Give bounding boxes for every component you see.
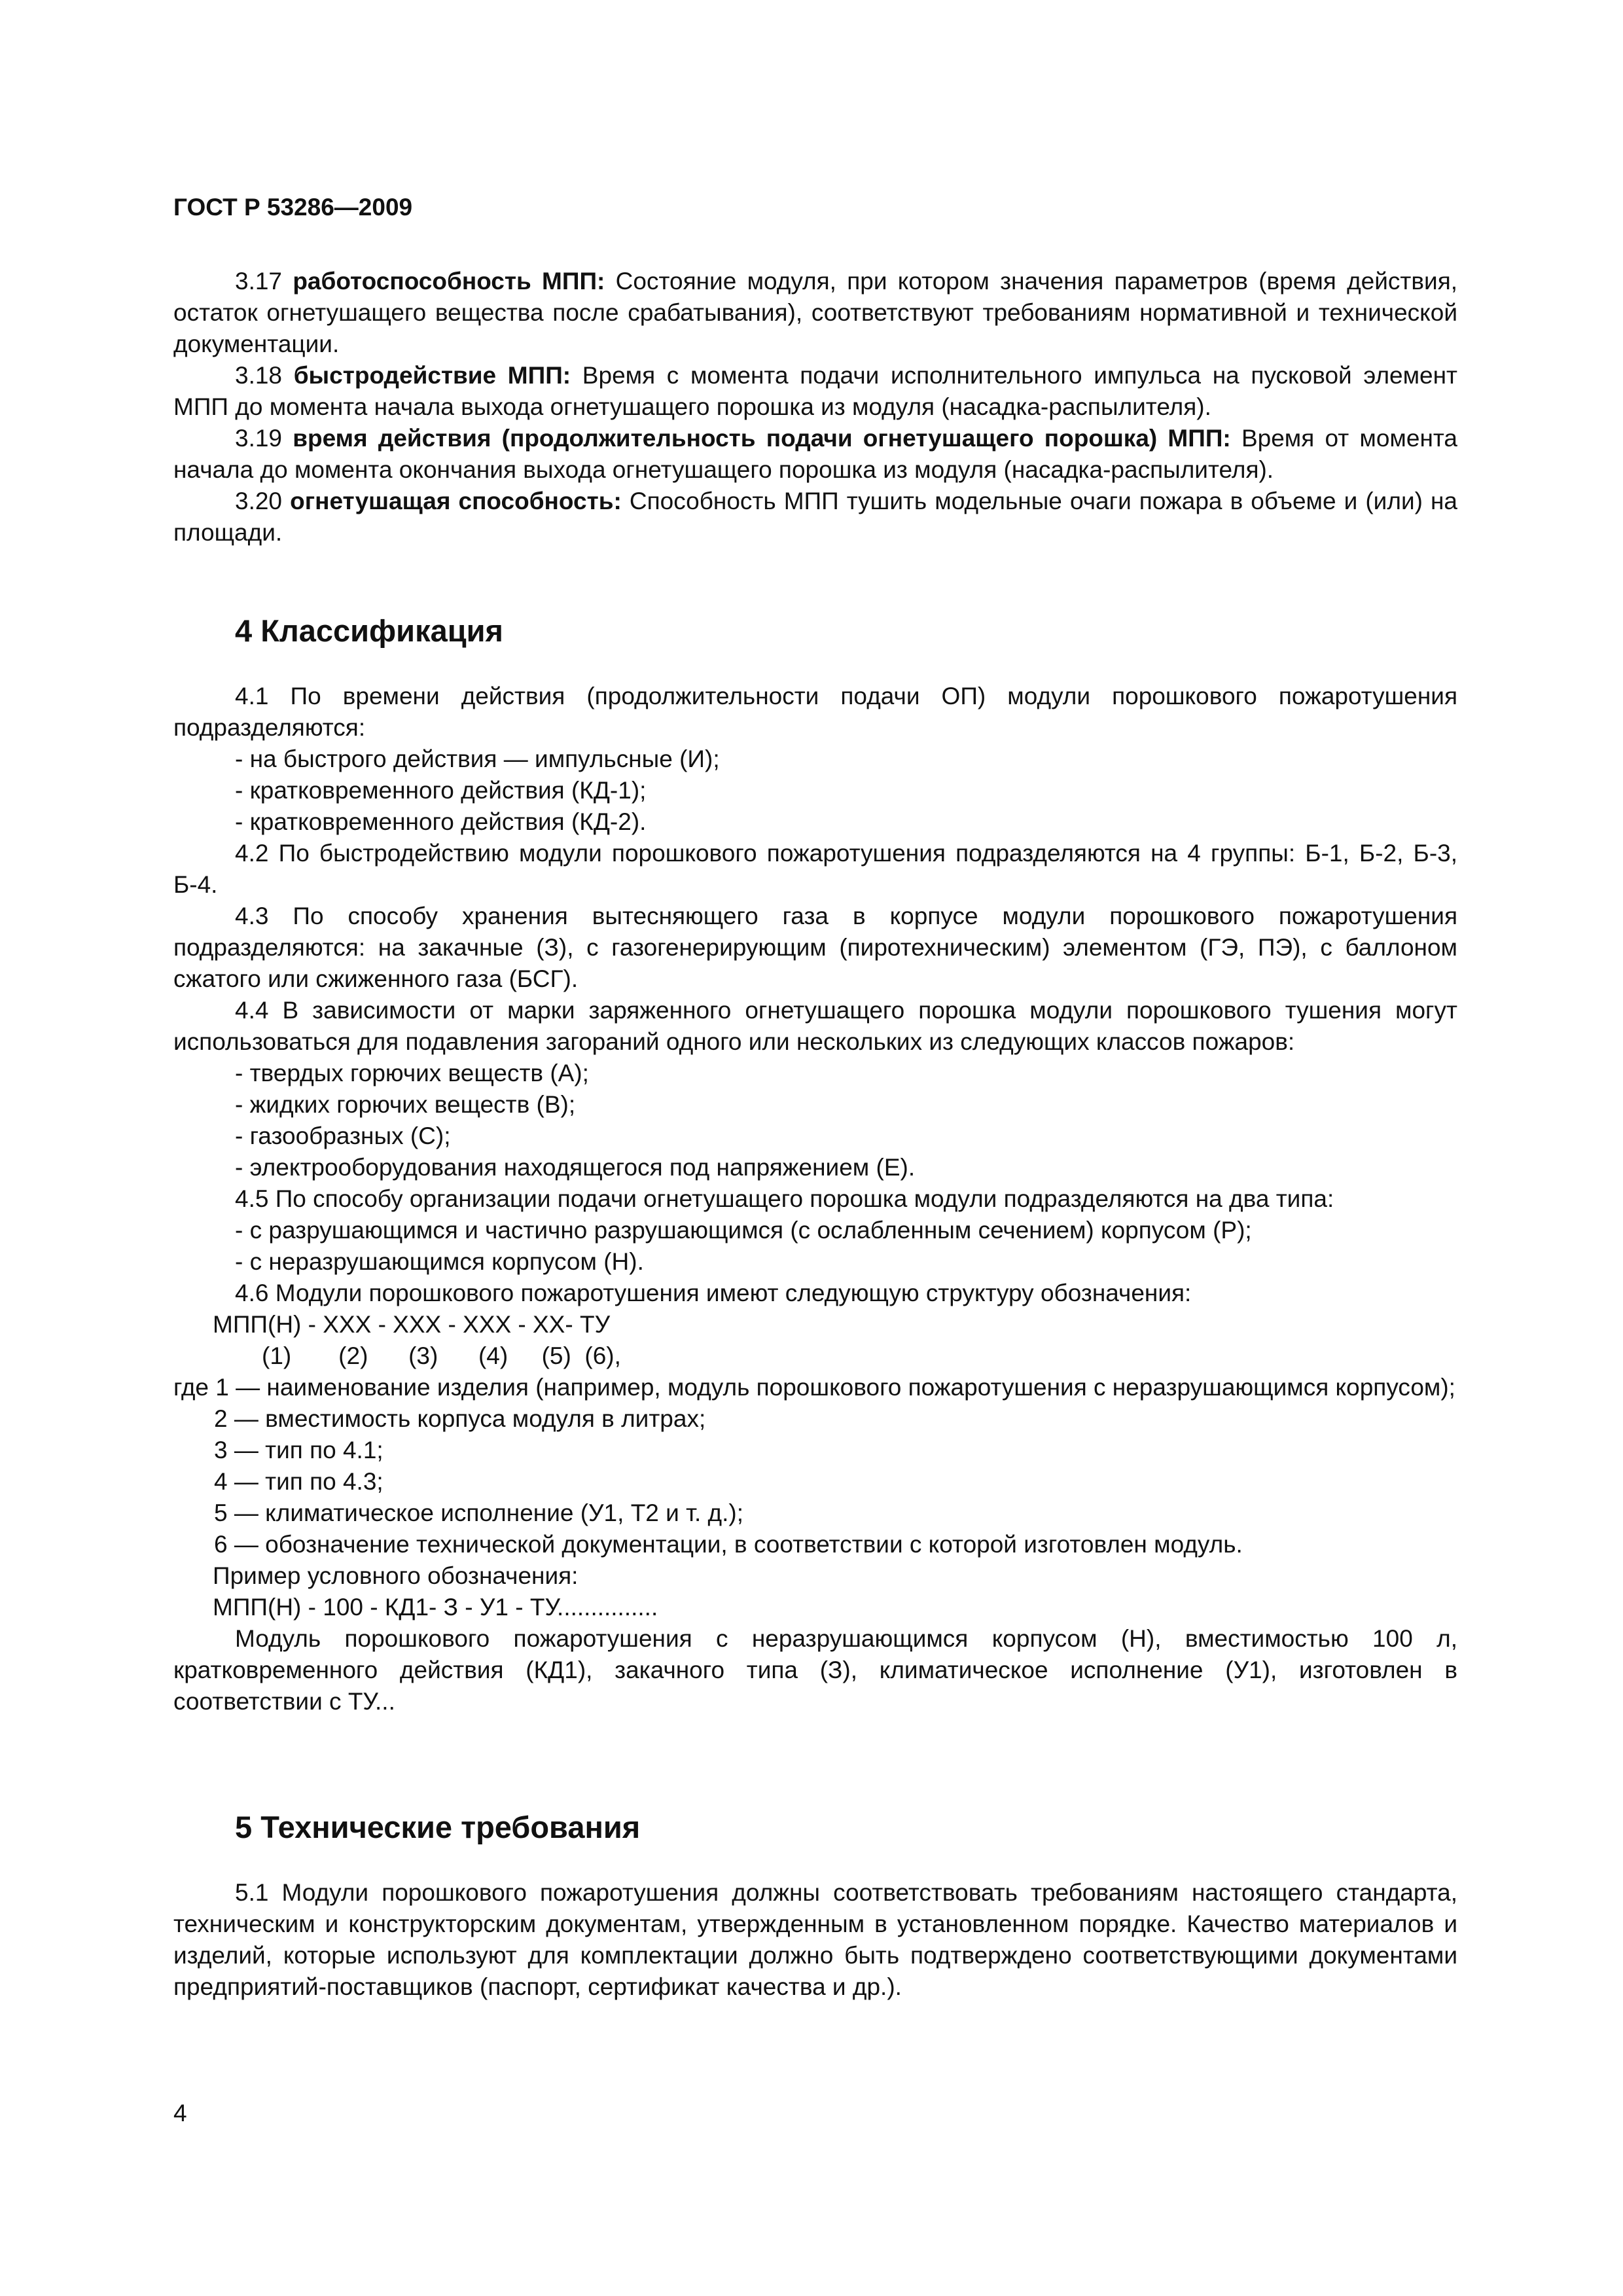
clause-4-1: 4.1 По времени действия (продолжительности подачи ОП) модули порошкового пожаротушения подразделяются: bbox=[173, 683, 1457, 741]
list-item: - с разрушающимся и частично разрушающимся (с ослабленным сечением) корпусом (Р); bbox=[235, 1217, 1252, 1244]
clause-4-5: 4.5 По способу организации подачи огнетушащего порошка модули подразделяются на два типа: bbox=[235, 1185, 1334, 1212]
definition-3-19: 3.19 время действия (продолжительность подачи огнетушащего порошка) МПП: Время от момента начала до момента окончания выхода огнетушащего порошка из модуля (насадка-распылителя). bbox=[173, 425, 1457, 483]
definition-3-20: 3.20 огнетушащая способность: Способность МПП тушить модельные очаги пожара в объеме и (или) на площади. bbox=[173, 488, 1458, 546]
section-5-heading: 5 Технические требования bbox=[235, 1810, 641, 1844]
example-label: Пример условного обозначения: bbox=[213, 1562, 579, 1589]
section-4-body bbox=[173, 681, 1457, 1717]
section-3-definitions bbox=[173, 266, 1457, 548]
designation-legend-item: 5 — климатическое исполнение (У1, Т2 и т. д.); bbox=[214, 1499, 743, 1526]
section-4-heading: 4 Классификация bbox=[235, 613, 503, 648]
list-item: - электрооборудования находящегося под напряжением (Е). bbox=[235, 1154, 916, 1181]
list-item: - с неразрушающимся корпусом (Н). bbox=[235, 1248, 644, 1275]
definition-3-18: 3.18 быстродействие МПП: Время с момента подачи исполнительного импульса на пусковой элемент МПП до момента начала выхода огнетушащего порошка из модуля (насадка-распылителя). bbox=[173, 362, 1458, 420]
clause-4-4: 4.4 В зависимости от марки заряженного огнетушащего порошка модули порошкового тушения могут использоваться для подавления загораний одного или нескольких из следующих классов пожаров: bbox=[173, 997, 1457, 1055]
section-4 bbox=[173, 611, 1457, 651]
definition-3-17: 3.17 работоспособность МПП: Состояние модуля, при котором значения параметров (время действия, остаток огнетушащего вещества после срабатывания), соответствуют требованиям нормативной и технической документации. bbox=[173, 268, 1458, 357]
list-item: - твердых горючих веществ (А); bbox=[235, 1060, 589, 1086]
designation-legend-item: 3 — тип по 4.1; bbox=[214, 1437, 383, 1463]
designation-structure: МПП(Н) - ХХХ - ХХХ - ХХХ - ХХ- ТУ bbox=[213, 1311, 611, 1338]
section-5 bbox=[173, 1808, 1457, 1847]
clause-4-6: 4.6 Модули порошкового пожаротушения имеют следующую структуру обозначения: bbox=[235, 1280, 1192, 1306]
term: работоспособность МПП: bbox=[293, 268, 605, 295]
designation-positions: (1) (2) (3) (4) (5) (6), bbox=[262, 1342, 621, 1369]
clause-4-3: 4.3 По способу хранения вытесняющего газа в корпусе модули порошкового пожаротушения подразделяются: на закачные (З), с газогенерирующим (пиротехническим) элементом (ГЭ, ПЭ), с баллоном сжатого или сжиженного газа (БСГ). bbox=[173, 903, 1457, 992]
list-item: - кратковременного действия (КД-1); bbox=[235, 777, 647, 804]
designation-legend-item: 4 — тип по 4.3; bbox=[214, 1468, 383, 1495]
list-item: - кратковременного действия (КД-2). bbox=[235, 808, 647, 835]
clause-4-2: 4.2 По быстродействию модули порошкового пожаротушения подразделяются на 4 группы: Б-1, Б-2, Б-3, Б-4. bbox=[173, 840, 1457, 898]
example-designation: МПП(Н) - 100 - КД1- З - У1 - ТУ............... bbox=[213, 1594, 658, 1621]
page-number: 4 bbox=[173, 2100, 187, 2126]
designation-legend-item: 6 — обозначение технической документации, в соответствии с которой изготовлен модуль. bbox=[214, 1531, 1243, 1558]
document-header: ГОСТ Р 53286—2009 bbox=[173, 194, 413, 221]
example-description: Модуль порошкового пожаротушения с неразрушающимся корпусом (Н), вместимостью 100 л, кратковременного действия (КД1), закачного типа (З), климатическое исполнение (У1), изготовлен в соответствии с ТУ... bbox=[173, 1625, 1457, 1715]
list-item: - газообразных (С); bbox=[235, 1122, 451, 1149]
designation-legend-item: 2 — вместимость корпуса модуля в литрах; bbox=[214, 1405, 706, 1432]
term: быстродействие МПП: bbox=[293, 362, 571, 389]
clause-5-1: 5.1 Модули порошкового пожаротушения должны соответствовать требованиям настоящего стандарта, техническим и конструкторским документам, утвержденным в установленном порядке. Качество материалов и изделий, которые используют для комплектации должно быть подтверждено соответствующими документами предприятий-поставщиков (паспорт, сертификат качества и др.). bbox=[173, 1879, 1457, 2000]
section-5-body bbox=[173, 1877, 1457, 2003]
term: огнетушащая способность: bbox=[290, 488, 622, 514]
term: время действия (продолжительность подачи огнетушащего порошка) МПП: bbox=[293, 425, 1231, 452]
list-item: - жидких горючих веществ (В); bbox=[235, 1091, 576, 1118]
designation-legend-1: где 1 — наименование изделия (например, модуль порошкового пожаротушения с неразрушающимся корпусом); bbox=[173, 1374, 1455, 1401]
list-item: - на быстрого действия — импульсные (И); bbox=[235, 745, 720, 772]
